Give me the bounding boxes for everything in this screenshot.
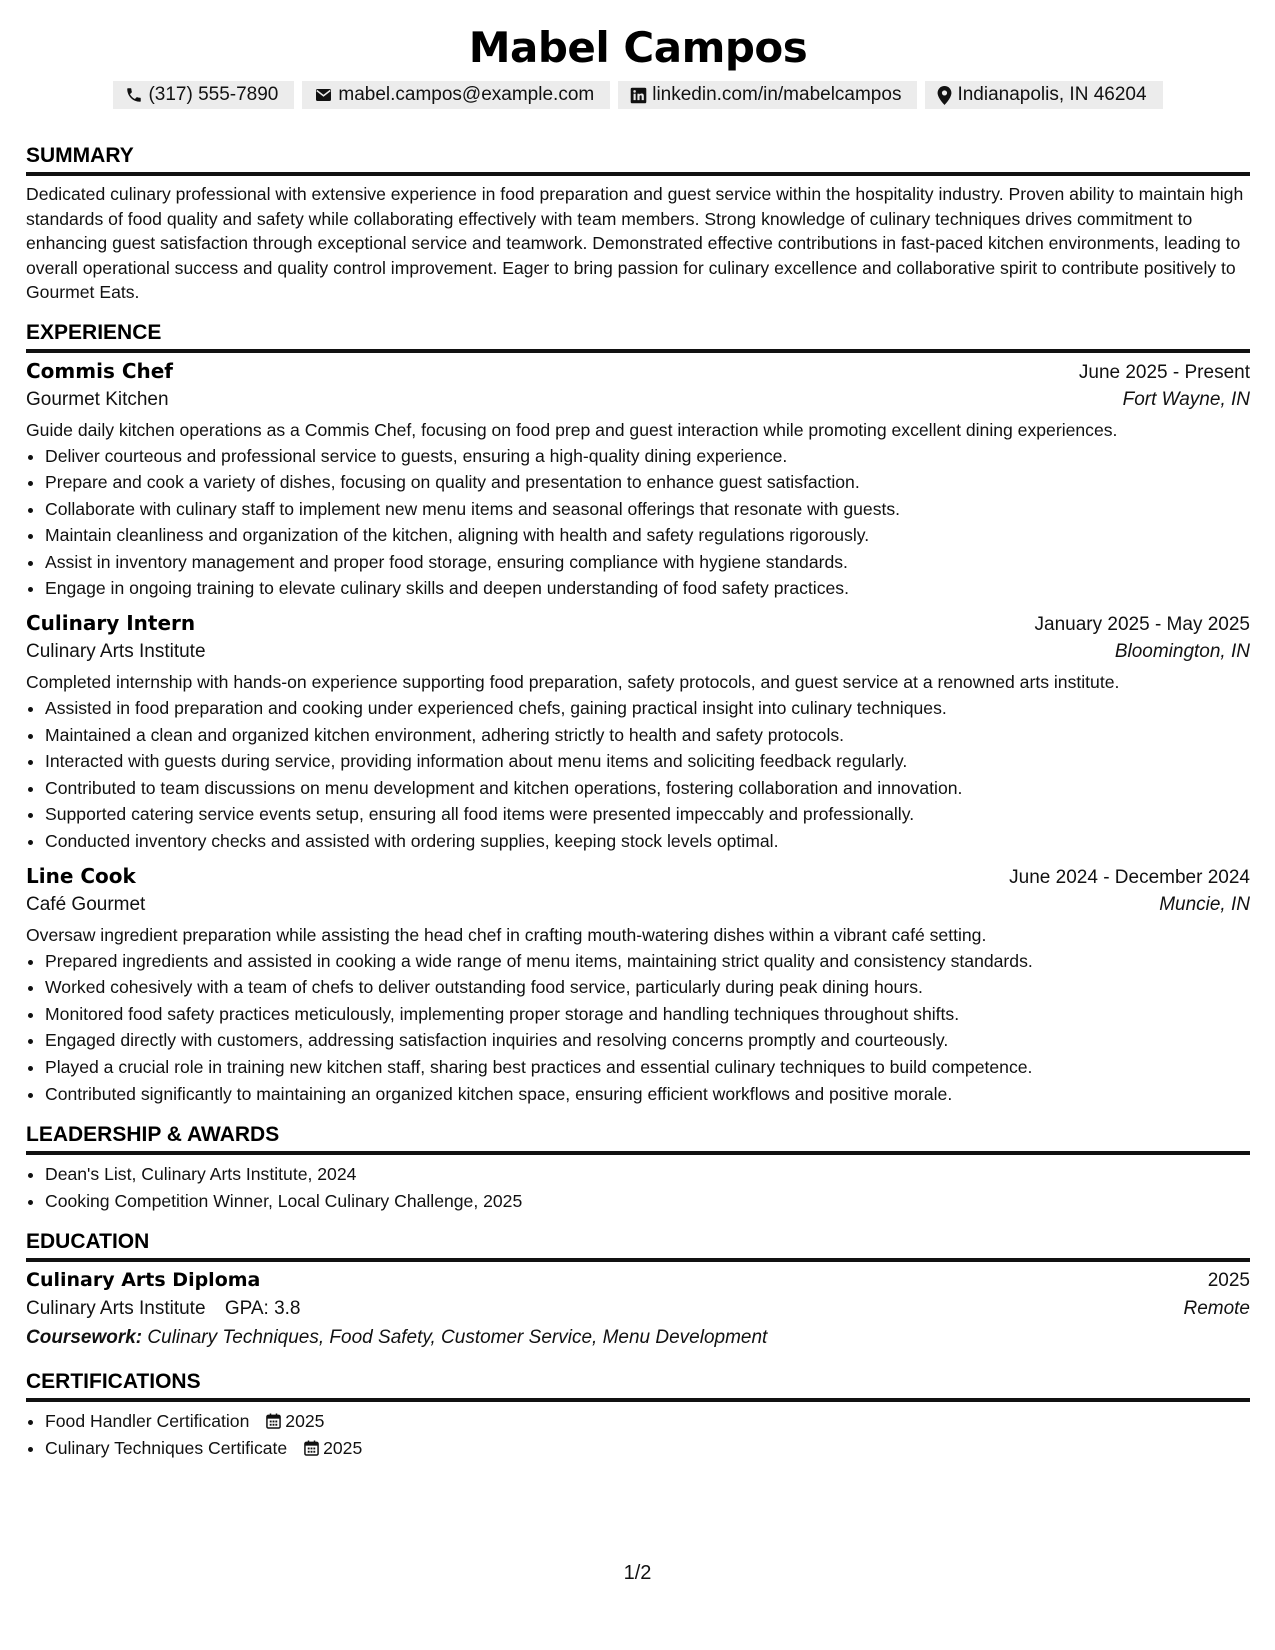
list-item: • Prepared ingredients and assisted in cooking a wide range of menu items, maintaining strict quality and consistency standards. — [45, 948, 1250, 975]
education-section — [26, 1228, 1250, 1349]
contact-bar — [26, 81, 1250, 109]
list-item: • Supported catering service events setup, ensuring all food items were presented impeccably and professionally. — [45, 801, 1250, 828]
certifications-heading: CERTIFICATIONS — [26, 1368, 1250, 1402]
certification-date — [266, 1408, 324, 1435]
job-bullets — [26, 443, 1250, 603]
list-item: • Deliver courteous and professional service to guests, ensuring a high-quality dining experience. — [45, 443, 1250, 470]
job-company: Culinary Arts Institute — [26, 641, 206, 663]
job-description: Oversaw ingredient preparation while assisting the head chef in crafting mouth-watering dishes within a vibrant café setting. — [26, 924, 987, 945]
leadership-section — [26, 1121, 1250, 1214]
job-location: Fort Wayne, IN — [1122, 388, 1250, 410]
list-item: • Dean's List, Culinary Arts Institute, 2024 — [45, 1161, 1250, 1188]
phone-text: (317) 555-7890 — [148, 84, 279, 105]
gpa: GPA: 3.8 — [224, 1298, 301, 1320]
awards-list — [26, 1161, 1250, 1214]
school-name: Culinary Arts Institute — [26, 1298, 206, 1320]
job-entry — [26, 611, 1250, 855]
job-entry — [26, 864, 1250, 1108]
job-title: Line Cook — [26, 863, 136, 888]
list-item: • Maintained a clean and organized kitchen environment, adhering strictly to health and safety protocols. — [45, 722, 1250, 749]
list-item: • Cooking Competition Winner, Local Culinary Challenge, 2025 — [45, 1188, 1250, 1215]
job-title: Commis Chef — [26, 358, 174, 383]
certifications-list — [26, 1408, 1250, 1461]
job-company: Café Gourmet — [26, 893, 146, 915]
leadership-heading: LEADERSHIP & AWARDS — [26, 1121, 1250, 1155]
list-item: • Assisted in food preparation and cooking under experienced chefs, gaining practical insight into culinary techniques. — [45, 695, 1250, 722]
calendar-icon — [266, 1408, 281, 1435]
job-dates: June 2024 - December 2024 — [1009, 866, 1250, 888]
education-year: 2025 — [1207, 1270, 1250, 1292]
job-description: Completed internship with hands-on experience supporting food preparation, safety protocols, and guest service at a renowned arts institute. — [26, 672, 1120, 693]
job-bullets — [26, 695, 1250, 855]
contact-linkedin[interactable] — [618, 81, 917, 109]
job-location: Muncie, IN — [1159, 893, 1250, 915]
list-item: • Worked cohesively with a team of chefs to deliver outstanding food service, particularly during peak dining hours. — [45, 974, 1250, 1001]
contact-email[interactable] — [302, 81, 610, 109]
list-item: • Interacted with guests during service, providing information about menu items and soliciting feedback regularly. — [45, 748, 1250, 775]
degree: Culinary Arts Diploma — [26, 1269, 261, 1292]
list-item: • Prepare and cook a variety of dishes, focusing on quality and presentation to enhance guest satisfaction. — [45, 469, 1250, 496]
certification-year: 2025 — [323, 1437, 363, 1458]
resume-page — [26, 0, 1250, 1462]
phone-icon — [125, 86, 143, 104]
coursework — [26, 1327, 1250, 1349]
certification-name: Food Handler Certification — [45, 1411, 250, 1432]
list-item: • Played a crucial role in training new kitchen staff, sharing best practices and essential culinary techniques to build competence. — [45, 1054, 1250, 1081]
job-title: Culinary Intern — [26, 611, 196, 636]
certification-year: 2025 — [285, 1411, 325, 1432]
map-pin-icon — [937, 86, 952, 105]
summary-heading: SUMMARY — [26, 142, 1250, 176]
list-item: • Collaborate with culinary staff to implement new menu items and seasonal offerings that resonate with guests. — [45, 496, 1250, 523]
linkedin-icon — [630, 87, 647, 104]
education-heading: EDUCATION — [26, 1228, 1250, 1262]
job-bullets — [26, 948, 1250, 1108]
candidate-name: Mabel Campos — [468, 23, 808, 72]
experience-section — [26, 319, 1250, 1108]
certification-date — [304, 1435, 362, 1462]
list-item: • Engage in ongoing training to elevate culinary skills and deepen understanding of food safety practices. — [45, 575, 1250, 602]
location-text: Indianapolis, IN 46204 — [957, 84, 1147, 105]
list-item: • Assist in inventory management and proper food storage, ensuring compliance with hygiene standards. — [45, 549, 1250, 576]
list-item: • Conducted inventory checks and assisted with ordering supplies, keeping stock levels optimal. — [45, 828, 1250, 855]
list-item: • Contributed to team discussions on menu development and kitchen operations, fostering collaboration and innovation. — [45, 775, 1250, 802]
list-item: • Contributed significantly to maintaining an organized kitchen space, ensuring efficient workflows and positive morale. — [45, 1081, 1250, 1108]
email-text: mabel.campos@example.com — [338, 84, 595, 105]
list-item: • Engaged directly with customers, addressing satisfaction inquiries and resolving concerns promptly and courteously. — [45, 1027, 1250, 1054]
page-number: 1/2 — [623, 1562, 652, 1584]
envelope-icon — [314, 86, 333, 104]
list-item: • Monitored food safety practices meticulously, implementing proper storage and handling techniques throughout shifts. — [45, 1001, 1250, 1028]
certification-name: Culinary Techniques Certificate — [45, 1437, 288, 1458]
summary-text: Dedicated culinary professional with extensive experience in food preparation and guest service within the hospitality industry. Proven ability to maintain high standards of food quality and safety while collaborating effectively with team members. Strong knowledge of culinary techniques drives commitment to enhancing guest satisfaction through exceptional service and teamwork. Demonstrated effective contributions in fast-paced kitchen environments, leading to overall operational success and quality control improvement. Eager to bring passion for culinary excellence and collaborative spirit to contribute positively to Gourmet Eats. — [26, 184, 1244, 302]
job-company: Gourmet Kitchen — [26, 388, 169, 410]
job-dates: June 2025 - Present — [1078, 361, 1250, 383]
coursework-list: Culinary Techniques, Food Safety, Customer Service, Menu Development — [147, 1327, 768, 1349]
education-location: Remote — [1183, 1298, 1250, 1320]
list-item — [45, 1408, 1250, 1435]
job-location: Bloomington, IN — [1114, 641, 1250, 663]
calendar-icon — [304, 1435, 319, 1462]
contact-location — [925, 81, 1162, 109]
job-dates: January 2025 - May 2025 — [1034, 614, 1250, 636]
certifications-section — [26, 1368, 1250, 1461]
experience-heading: EXPERIENCE — [26, 319, 1250, 353]
summary-section — [26, 142, 1250, 305]
job-entry — [26, 359, 1250, 603]
linkedin-text: linkedin.com/in/mabelcampos — [652, 84, 902, 105]
contact-phone[interactable] — [113, 81, 294, 109]
coursework-label: Coursework: — [26, 1327, 143, 1349]
list-item: • Maintain cleanliness and organization of the kitchen, aligning with health and safety regulations rigorously. — [45, 522, 1250, 549]
job-description: Guide daily kitchen operations as a Commis Chef, focusing on food prep and guest interaction while promoting excellent dining experiences. — [26, 419, 1118, 440]
list-item — [45, 1435, 1250, 1462]
